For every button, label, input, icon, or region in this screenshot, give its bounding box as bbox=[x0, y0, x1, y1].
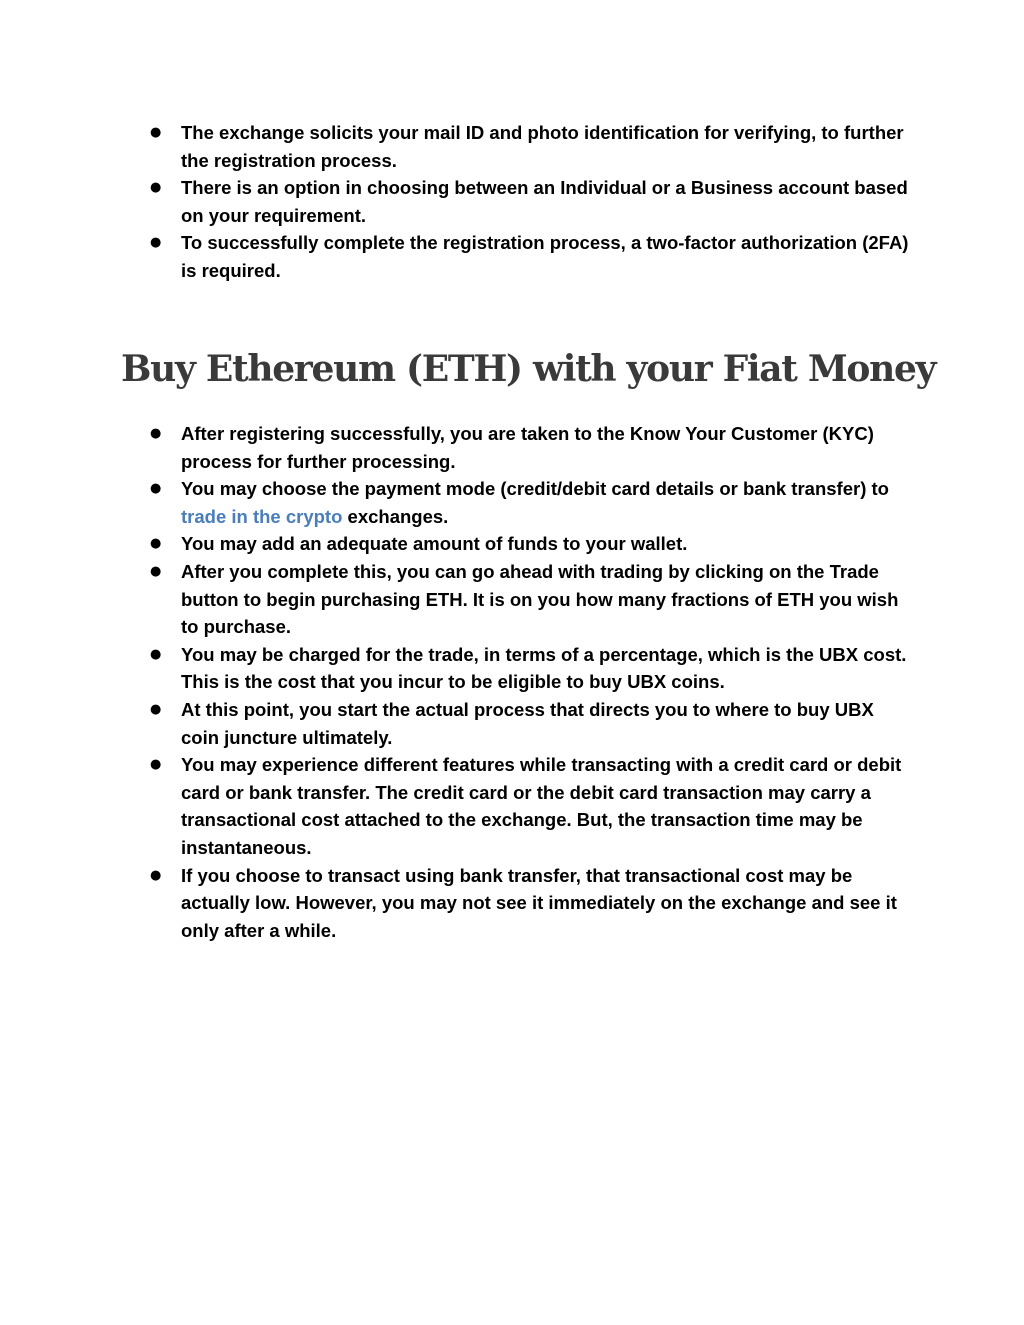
bullet-icon: ● bbox=[150, 646, 162, 662]
list-item bbox=[150, 229, 910, 284]
bullet-icon: ● bbox=[150, 426, 162, 441]
list-item-text: There is an option in choosing between an Individual or a Business account based on your requirement. bbox=[181, 177, 908, 226]
list-item bbox=[150, 558, 910, 641]
list-item bbox=[150, 751, 910, 861]
registration-list bbox=[150, 119, 910, 285]
list-item bbox=[150, 119, 910, 174]
list-item bbox=[150, 420, 910, 475]
bullet-icon: ● bbox=[150, 125, 162, 140]
list-item bbox=[150, 696, 910, 751]
list-item-text: After you complete this, you can go ahead with trading by clicking on the Trade button to begin purchasing ETH. It is on you how many fractions of ETH you wish to purchase. bbox=[181, 560, 899, 638]
trade-in-the-crypto-link[interactable]: trade in the crypto bbox=[181, 505, 343, 527]
section-heading: Buy Ethereum (ETH) with your Fiat Money bbox=[121, 348, 936, 390]
bullet-icon: ● bbox=[150, 235, 162, 251]
bullet-icon: ● bbox=[150, 563, 162, 579]
bullet-icon: ● bbox=[150, 536, 162, 552]
bullet-icon: ● bbox=[150, 481, 162, 497]
list-item-text: At this point, you start the actual process that directs you to where to buy UBX coin juncture ultimately. bbox=[181, 698, 874, 748]
list-item-text: The exchange solicits your mail ID and photo identification for verifying, to further the registration process. bbox=[181, 122, 904, 171]
list-item bbox=[150, 641, 910, 696]
list-item-text-before-link: You may choose the payment mode (credit/debit card details or bank transfer) to bbox=[181, 478, 889, 500]
list-item bbox=[150, 174, 910, 229]
list-item-text-after-link: exchanges. bbox=[342, 505, 449, 527]
list-item bbox=[150, 862, 910, 945]
list-item-text: If you choose to transact using bank transfer, that transactional cost may be actually low. However, you may not see it immediately on the exchange and see it only after a while. bbox=[181, 864, 897, 941]
list-item-text: You may add an adequate amount of funds to your wallet. bbox=[181, 533, 688, 555]
bullet-icon: ● bbox=[150, 757, 162, 773]
bullet-icon: ● bbox=[150, 701, 162, 717]
list-item bbox=[150, 475, 910, 530]
list-item-text: After registering successfully, you are taken to the Know Your Customer (KYC) process for further processing. bbox=[181, 423, 874, 472]
bullet-icon: ● bbox=[150, 180, 162, 196]
list-item-text: To successfully complete the registration process, a two-factor authorization (2FA) is required. bbox=[181, 232, 909, 281]
list-item-text: You may be charged for the trade, in terms of a percentage, which is the UBX cost. This is the cost that you incur to be eligible to buy UBX coins. bbox=[181, 643, 907, 693]
bullet-icon: ● bbox=[150, 867, 162, 883]
buy-steps-list bbox=[150, 420, 910, 944]
list-item-text: You may experience different features while transacting with a credit card or debit card or bank transfer. The credit card or the debit card transaction may carry a transactional cost attached to the exchange. But, the transaction time may be instantaneous. bbox=[181, 754, 902, 858]
list-item bbox=[150, 530, 910, 558]
